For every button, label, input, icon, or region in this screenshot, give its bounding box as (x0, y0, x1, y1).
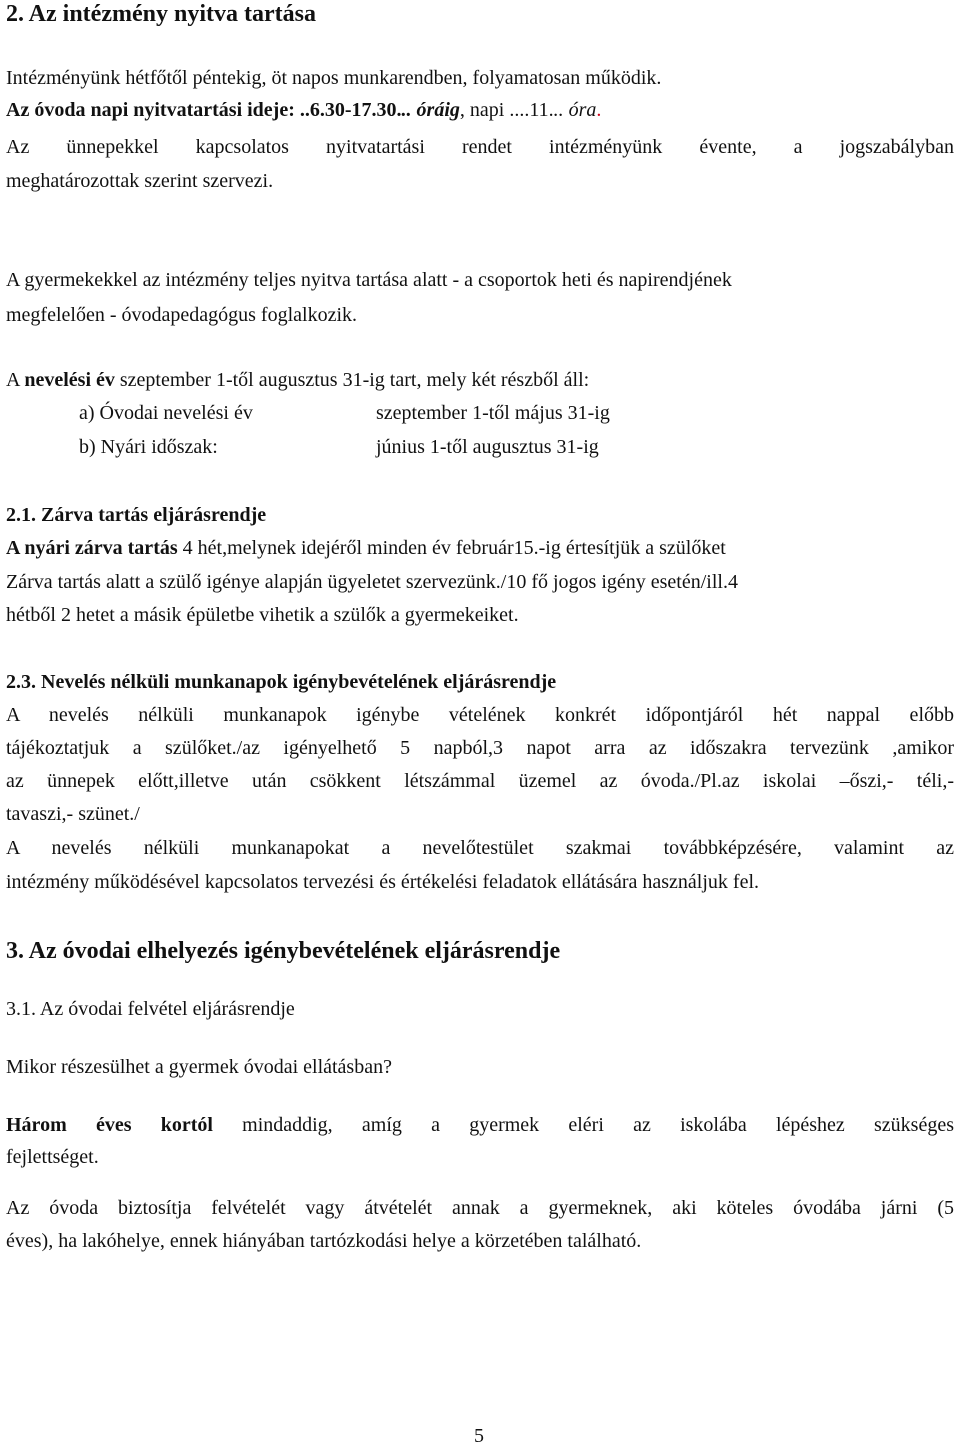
paragraph-line: intézmény működésével kapcsolatos tervezési és értékelési feladatok ellátására használjuk fel. (6, 871, 760, 893)
section-2-heading: 2. Az intézmény nyitva tartása (6, 1, 316, 27)
paragraph-line: Zárva tartás alatt a szülő igénye alapján ügyeletet szervezünk./10 fő jogos igény esetén/ill.4 (6, 571, 738, 593)
paragraph-line: fejlettséget. (6, 1146, 99, 1168)
opening-hours-hours: .. óra (553, 99, 597, 121)
section-3-1-heading: 3.1. Az óvodai felvétel eljárásrendje (6, 998, 295, 1020)
text-span: szeptember 1-től augusztus 31-ig tart, mely két részből áll: (114, 369, 590, 391)
text-span: A (6, 369, 25, 391)
opening-hours-until: .. óráig (401, 99, 460, 121)
opening-hours-daily: , napi ....11. (459, 99, 554, 121)
section-2-3-heading: 2.3. Nevelés nélküli munkanapok igénybevételének eljárásrendje (6, 671, 557, 693)
educational-year-term: nevelési év (24, 369, 115, 391)
paragraph-line: éves), ha lakóhelye, ennek hiányában tartózkodási helye a körzetében található. (6, 1230, 642, 1252)
opening-hours-label: Az óvoda napi nyitvatartási ideje: ..6.30-17.30. (6, 99, 402, 121)
page-number: 5 (474, 1425, 484, 1447)
paragraph-line: tájékoztatjuk a szülőket./az igényelhető 5 napból,3 napot arra az időszakra tervezünk ,amikor (6, 737, 954, 759)
paragraph-line: megfelelően - óvodapedagógus foglalkozik. (6, 304, 357, 326)
opening-hours-line (6, 98, 601, 122)
period-a-label: a) Óvodai nevelési év (79, 402, 253, 424)
paragraph-line: A nevelés nélküli munkanapok igénybe vételének konkrét időpontjáról hét nappal előbb (6, 704, 954, 726)
paragraph-line: az ünnepek előtt,illetve után csökkent létszámmal üzemel az óvoda./Pl.az iskolai –őszi,- téli,- (6, 770, 954, 792)
text-span: mindaddig, amíg a gyermek eléri az iskolába lépéshez szükséges (212, 1114, 954, 1136)
paragraph-line: A nevelés nélküli munkanapokat a nevelőtestület szakmai továbbképzésére, valamint az (6, 837, 954, 859)
section-3-heading: 3. Az óvodai elhelyezés igénybevételének eljárásrendje (6, 938, 561, 964)
period-b-value: június 1-től augusztus 31-ig (376, 436, 599, 458)
closure-line (6, 536, 726, 560)
closure-term: A nyári zárva tartás (6, 537, 178, 559)
paragraph-line: Az óvoda biztosítja felvételét vagy átvételét annak a gyermeknek, aki köteles óvodába járni (5 (6, 1197, 954, 1219)
section-2-1-heading: 2.1. Zárva tartás eljárásrendje (6, 504, 267, 526)
opening-hours-dot: . (596, 99, 602, 121)
paragraph-line: tavaszi,- szünet./ (6, 803, 140, 825)
question-line: Mikor részesülhet a gyermek óvodai ellátásban? (6, 1056, 392, 1078)
text-span: 4 hét,melynek idejéről minden év február15.-ig értesítjük a szülőket (177, 537, 726, 559)
age-line (6, 1113, 954, 1137)
paragraph-line: A gyermekekkel az intézmény teljes nyitva tartása alatt - a csoportok heti és napirendjének (6, 269, 732, 291)
age-term: Három éves kortól (6, 1114, 213, 1136)
period-a-value: szeptember 1-től május 31-ig (376, 402, 610, 424)
paragraph-line: Az ünnepekkel kapcsolatos nyitvatartási rendet intézményünk évente, a jogszabályban (6, 136, 954, 158)
paragraph-line: Intézményünk hétfőtől péntekig, öt napos munkarendben, folyamatosan működik. (6, 67, 662, 89)
paragraph-line: meghatározottak szerint szervezi. (6, 170, 274, 192)
period-b-label: b) Nyári időszak: (79, 436, 218, 458)
educational-year-line (6, 368, 589, 392)
paragraph-line: hétből 2 hetet a másik épületbe vihetik a szülők a gyermekeiket. (6, 604, 519, 626)
